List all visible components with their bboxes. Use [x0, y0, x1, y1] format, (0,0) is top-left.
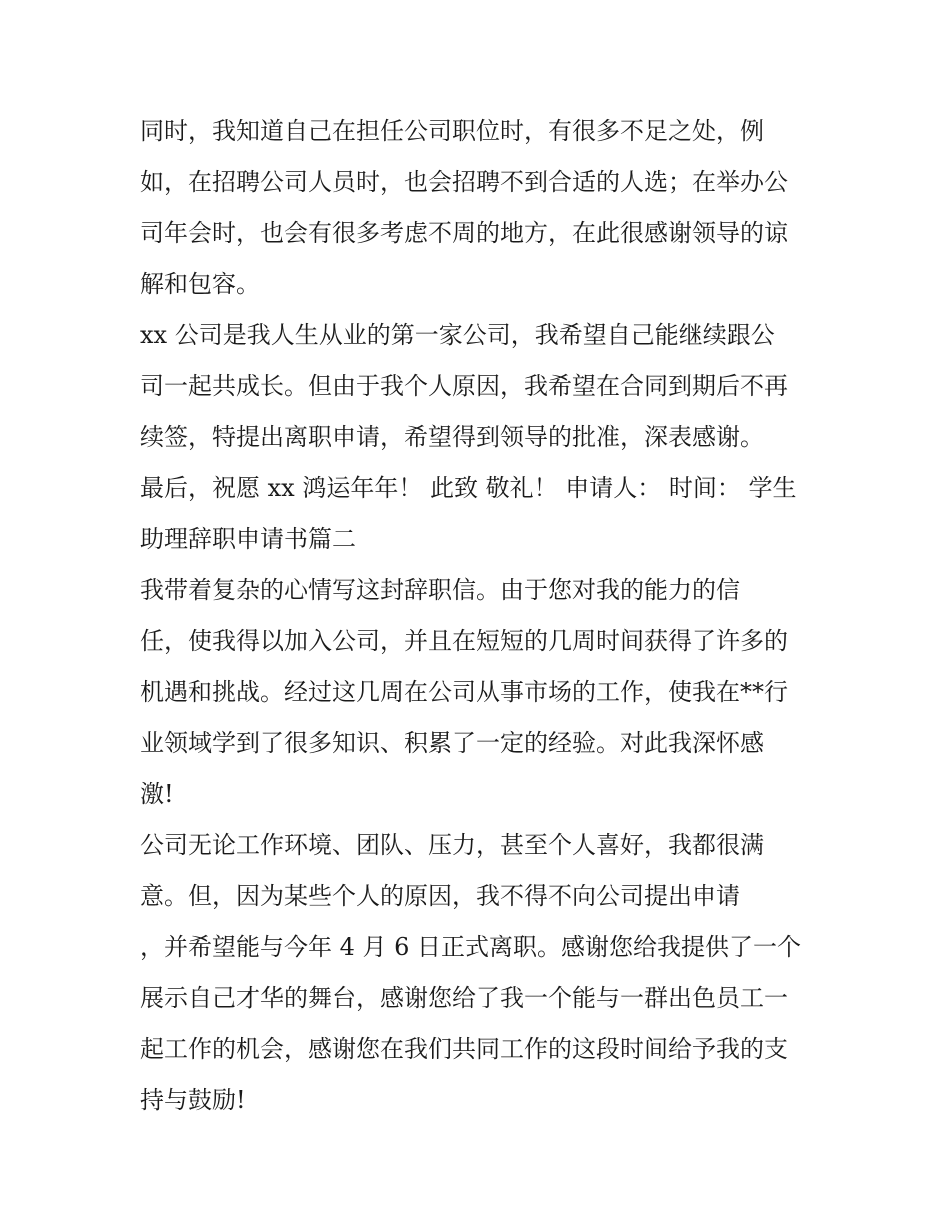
text-line: 意。但，因为某些个人的原因，我不得不向公司提出申请 [140, 882, 740, 910]
text-line: 激! [140, 780, 174, 808]
text-line: ，并希望能与今年 4 月 6 日正式离职。感谢您给我提供了一个 [140, 933, 802, 961]
text-line: 续签，特提出离职申请，希望得到领导的批准，深表感谢。 [140, 423, 764, 451]
text-line: xx 公司是我人生从业的第一家公司，我希望自己能继续跟公 [140, 321, 775, 349]
text-line: 展示自己才华的舞台，感谢您给了我一个能与一群出色员工一 [140, 984, 788, 1012]
text-line: 任，使我得以加入公司，并且在短短的几周时间获得了许多的 [140, 627, 788, 655]
text-line: 最后，祝愿 xx 鸿运年年！ 此致 敬礼！ 申请人： 时间： 学生 [140, 474, 797, 502]
text-line: 解和包容。 [140, 270, 260, 298]
document-body [140, 106, 820, 1126]
text-line: 业领域学到了很多知识、积累了一定的经验。对此我深怀感 [140, 729, 764, 757]
text-line: 同时，我知道自己在担任公司职位时，有很多不足之处，例 [140, 117, 764, 145]
text-line: 如，在招聘公司人员时，也会招聘不到合适的人选；在举办公 [140, 168, 788, 196]
text-line: 司年会时，也会有很多考虑不周的地方，在此很感谢领导的谅 [140, 219, 788, 247]
text-line: 持与鼓励! [140, 1086, 246, 1114]
text-line: 我带着复杂的心情写这封辞职信。由于您对我的能力的信 [140, 576, 740, 604]
text-line: 司一起共成长。但由于我个人原因，我希望在合同到期后不再 [140, 372, 788, 400]
section-heading: 助理辞职申请书篇二 [140, 525, 356, 553]
text-line: 起工作的机会，感谢您在我们共同工作的这段时间给予我的支 [140, 1035, 788, 1063]
text-line: 机遇和挑战。经过这几周在公司从事市场的工作，使我在**行 [140, 678, 788, 706]
text-line: 公司无论工作环境、团队、压力，甚至个人喜好，我都很满 [140, 831, 764, 859]
